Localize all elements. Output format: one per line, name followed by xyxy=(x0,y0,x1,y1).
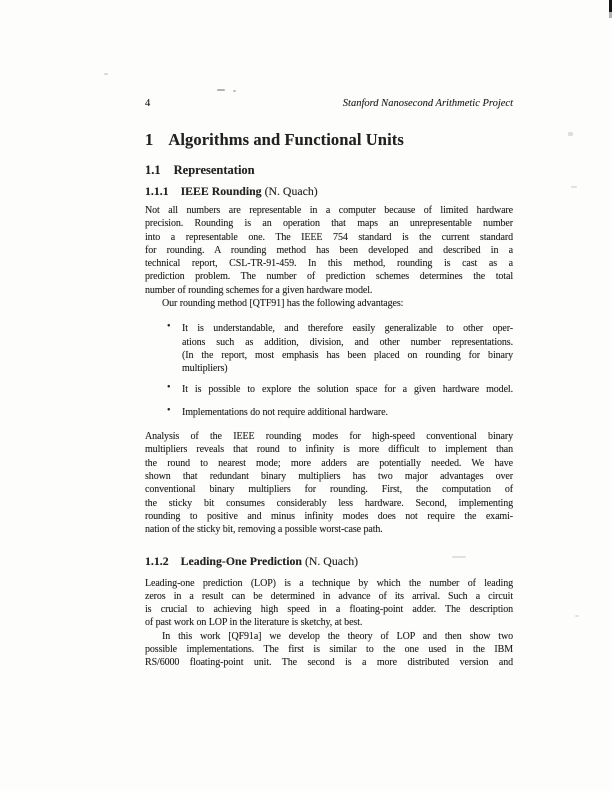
bullet-icon: • xyxy=(167,321,171,333)
scan-artifact-speck xyxy=(104,73,108,75)
text-line: Not all numbers are representable in a computer because of limited hardware xyxy=(145,205,513,216)
bullet-item-no-extra-hardware xyxy=(145,406,513,419)
subsection-title: Representation xyxy=(173,163,255,177)
text-line: conventional binary multipliers for rounding. First, the computation of xyxy=(145,484,513,496)
text-line: ations such as addition, division, and other number representations. xyxy=(182,336,513,348)
bullet-item-solution-space xyxy=(145,383,513,396)
scan-artifact-speck xyxy=(568,132,573,136)
text-line: possible implementations. The first is similar to the one used in the IBM xyxy=(145,644,513,656)
text-line: the round to nearest mode; more adders are potentially needed. We have xyxy=(145,457,513,469)
text-line: multipliers reveals that round to infinity is more difficult to implement than xyxy=(145,444,513,456)
text-line: Our rounding method [QTF91] has the following advantages: xyxy=(162,298,404,310)
text-line: (In the report, most emphasis has been placed on rounding for binary xyxy=(182,349,513,361)
text-line: Analysis of the IEEE rounding modes for high-speed conventional binary xyxy=(145,431,513,443)
paragraph-lop-intro xyxy=(145,577,513,630)
text-line: for rounding. A rounding method has been developed and described in a xyxy=(145,244,513,256)
bullet-icon: • xyxy=(167,381,171,393)
advantages-bullet-list xyxy=(145,322,513,419)
text-line: It is understandable, and therefore easily generalizable to other oper- xyxy=(182,323,513,335)
scan-artifact-speck xyxy=(575,615,579,617)
subsection-heading xyxy=(145,163,513,177)
subsubsection-number: 1.1.1 xyxy=(145,184,169,198)
text-line: precision. Rounding is an operation that maps an unrepresentable number xyxy=(145,218,513,230)
running-header xyxy=(145,97,513,110)
paragraph-rounding-intro xyxy=(145,204,513,297)
text-line: into a representable one. The IEEE 754 standard is the current standard xyxy=(145,231,513,243)
text-line: of past work on LOP in the literature is sketchy, at best. xyxy=(145,617,363,629)
bullet-item-generalizable xyxy=(145,322,513,375)
text-line: Implementations do not require additional hardware. xyxy=(182,406,388,418)
running-title: Stanford Nanosecond Arithmetic Project xyxy=(342,98,513,109)
text-line: number of rounding schemes for a given hardware model. xyxy=(145,284,373,296)
text-line: nation of the sticky bit, removing a possible worst-case path. xyxy=(145,524,383,536)
text-line: technical report, CSL-TR-91-459. In this method, rounding is cast as a xyxy=(145,258,513,270)
page-number: 4 xyxy=(145,98,151,109)
subsubsection-number: 1.1.2 xyxy=(145,553,169,568)
bullet-text xyxy=(182,406,513,419)
text-line: rounding to positive and minus infinity modes does not require the exami- xyxy=(145,510,513,522)
subsubsection-author: (N. Quach) xyxy=(304,553,359,568)
text-line: It is possible to explore the solution space for a given hardware model. xyxy=(182,383,513,395)
text-line: the sticky bit consumes considerably less hardware. Second, implementing xyxy=(145,497,513,509)
subsubsection-author: (N. Quach) xyxy=(264,184,318,198)
text-line: In this work [QF91a] we develop the theory of LOP and then show two xyxy=(162,630,513,642)
text-line: Leading-one prediction (LOP) is a technique by which the number of leading xyxy=(145,577,513,589)
subsection-number: 1.1 xyxy=(145,163,161,177)
subsubsection-title: Leading-One Prediction xyxy=(180,553,302,568)
paragraph-advantages-lead xyxy=(145,297,513,310)
scan-artifact-speck xyxy=(571,186,577,188)
text-line: shown that redundant binary multipliers has two major advantages over xyxy=(145,471,513,483)
section-number: 1 xyxy=(145,130,154,149)
text-line: prediction problem. The number of prediction schemes determines the total xyxy=(145,271,513,283)
text-line: RS/6000 floating-point unit. The second is a more distributed version and xyxy=(145,657,513,669)
bullet-text xyxy=(182,383,513,396)
section-title: Algorithms and Functional Units xyxy=(168,130,404,149)
bullet-icon: • xyxy=(167,404,171,416)
subsubsection-heading-1-1-2 xyxy=(145,555,513,568)
section-heading xyxy=(145,131,513,149)
subsubsection-title: IEEE Rounding xyxy=(180,184,262,198)
subsubsection-heading-1-1-1 xyxy=(145,185,513,198)
bullet-text xyxy=(182,322,513,375)
text-line: multipliers) xyxy=(182,363,228,375)
paragraph-lop-work xyxy=(145,630,513,670)
text-line: zeros in a result can be determined in advance of its arrival. Such a circuit xyxy=(145,590,513,602)
paragraph-analysis xyxy=(145,430,513,536)
text-line: is crucial to achieving high speed in a floating-point adder. The description xyxy=(145,604,513,616)
page-content xyxy=(145,0,513,670)
